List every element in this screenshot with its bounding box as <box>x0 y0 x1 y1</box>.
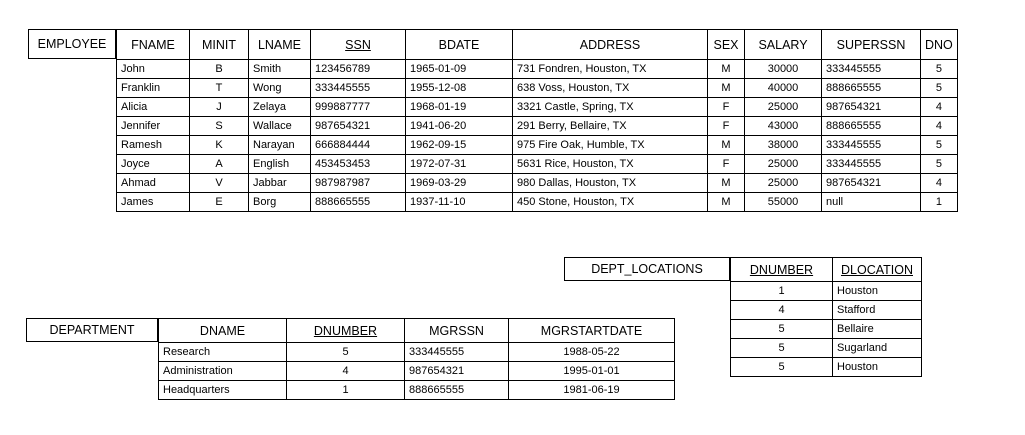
table-cell: 4 <box>921 117 958 136</box>
table-cell: 666884444 <box>311 136 406 155</box>
employee-row <box>117 117 958 136</box>
table-cell: 5 <box>921 60 958 79</box>
table-cell: 987654321 <box>311 117 406 136</box>
employee-col-ssn: SSN <box>311 30 406 60</box>
table-cell: E <box>190 193 249 212</box>
table-cell: 987654321 <box>405 362 509 381</box>
department-col-dnumber: DNUMBER <box>287 319 405 343</box>
table-cell: 5 <box>731 358 833 377</box>
dept-locations-relation-name: DEPT_LOCATIONS <box>564 257 730 281</box>
table-cell: Houston <box>833 358 922 377</box>
table-cell: 888665555 <box>311 193 406 212</box>
dept-locations-header-row <box>731 258 922 282</box>
dept-locations-table <box>730 257 922 377</box>
table-cell: 453453453 <box>311 155 406 174</box>
table-cell: James <box>117 193 190 212</box>
employee-col-dno: DNO <box>921 30 958 60</box>
table-cell: 1972-07-31 <box>406 155 513 174</box>
table-cell: M <box>708 79 745 98</box>
table-cell: 975 Fire Oak, Humble, TX <box>513 136 708 155</box>
table-cell: 1969-03-29 <box>406 174 513 193</box>
table-cell: 4 <box>287 362 405 381</box>
employee-row <box>117 60 958 79</box>
table-cell: 1962-09-15 <box>406 136 513 155</box>
table-cell: J <box>190 98 249 117</box>
table-cell: Wong <box>249 79 311 98</box>
department-col-mgrssn: MGRSSN <box>405 319 509 343</box>
table-cell: 333445555 <box>311 79 406 98</box>
table-cell: Administration <box>159 362 287 381</box>
table-cell: John <box>117 60 190 79</box>
table-cell: 1965-01-09 <box>406 60 513 79</box>
table-cell: 5 <box>921 79 958 98</box>
employee-relation-name: EMPLOYEE <box>28 29 116 59</box>
department-table <box>158 318 675 400</box>
employee-col-fname: FNAME <box>117 30 190 60</box>
employee-row <box>117 174 958 193</box>
table-cell: English <box>249 155 311 174</box>
employee-col-sex: SEX <box>708 30 745 60</box>
table-cell: 5631 Rice, Houston, TX <box>513 155 708 174</box>
employee-col-bdate: BDATE <box>406 30 513 60</box>
employee-row <box>117 136 958 155</box>
table-cell: T <box>190 79 249 98</box>
table-cell: 55000 <box>745 193 822 212</box>
department-body <box>159 343 675 400</box>
table-cell: M <box>708 136 745 155</box>
table-cell: 1 <box>287 381 405 400</box>
table-cell: 333445555 <box>822 155 921 174</box>
table-cell: Ahmad <box>117 174 190 193</box>
dept-locations-col-dlocation: DLOCATION <box>833 258 922 282</box>
table-cell: 333445555 <box>822 136 921 155</box>
table-cell: 987654321 <box>822 98 921 117</box>
department-header-row <box>159 319 675 343</box>
table-cell: 25000 <box>745 98 822 117</box>
employee-row <box>117 193 958 212</box>
department-row <box>159 362 675 381</box>
table-cell: 4 <box>921 174 958 193</box>
table-cell: M <box>708 60 745 79</box>
department-col-dname: DNAME <box>159 319 287 343</box>
employee-header-row <box>117 30 958 60</box>
table-cell: S <box>190 117 249 136</box>
table-cell: 30000 <box>745 60 822 79</box>
table-cell: Bellaire <box>833 320 922 339</box>
table-cell: 987654321 <box>822 174 921 193</box>
table-cell: Joyce <box>117 155 190 174</box>
table-cell: 638 Voss, Houston, TX <box>513 79 708 98</box>
table-cell: 999887777 <box>311 98 406 117</box>
table-cell: Narayan <box>249 136 311 155</box>
table-cell: 25000 <box>745 174 822 193</box>
table-cell: Jabbar <box>249 174 311 193</box>
table-cell: 987987987 <box>311 174 406 193</box>
employee-col-superssn: SUPERSSN <box>822 30 921 60</box>
table-cell: 4 <box>731 301 833 320</box>
table-cell: 980 Dallas, Houston, TX <box>513 174 708 193</box>
table-cell: 731 Fondren, Houston, TX <box>513 60 708 79</box>
table-cell: 5 <box>287 343 405 362</box>
dept-locations-col-dnumber: DNUMBER <box>731 258 833 282</box>
employee-row <box>117 98 958 117</box>
table-cell: Franklin <box>117 79 190 98</box>
table-cell: 888665555 <box>822 117 921 136</box>
department-relation-name: DEPARTMENT <box>26 318 158 342</box>
table-cell: K <box>190 136 249 155</box>
table-cell: 1941-06-20 <box>406 117 513 136</box>
dept-locations-row <box>731 339 922 358</box>
department-row <box>159 381 675 400</box>
table-cell: 888665555 <box>822 79 921 98</box>
table-cell: 888665555 <box>405 381 509 400</box>
table-cell: Ramesh <box>117 136 190 155</box>
table-cell: Research <box>159 343 287 362</box>
table-cell: A <box>190 155 249 174</box>
table-cell: 40000 <box>745 79 822 98</box>
employee-col-lname: LNAME <box>249 30 311 60</box>
table-cell: F <box>708 98 745 117</box>
table-cell: null <box>822 193 921 212</box>
table-cell: 25000 <box>745 155 822 174</box>
table-cell: Zelaya <box>249 98 311 117</box>
table-cell: 5 <box>921 136 958 155</box>
table-cell: Jennifer <box>117 117 190 136</box>
table-cell: 1 <box>921 193 958 212</box>
dept-locations-row <box>731 282 922 301</box>
table-cell: B <box>190 60 249 79</box>
table-cell: Headquarters <box>159 381 287 400</box>
table-cell: F <box>708 117 745 136</box>
table-cell: Alicia <box>117 98 190 117</box>
table-cell: Houston <box>833 282 922 301</box>
table-cell: 450 Stone, Houston, TX <box>513 193 708 212</box>
table-cell: V <box>190 174 249 193</box>
table-cell: F <box>708 155 745 174</box>
employee-col-minit: MINIT <box>190 30 249 60</box>
table-cell: 5 <box>731 339 833 358</box>
table-cell: 3321 Castle, Spring, TX <box>513 98 708 117</box>
table-cell: M <box>708 193 745 212</box>
table-cell: 123456789 <box>311 60 406 79</box>
table-cell: Sugarland <box>833 339 922 358</box>
employee-col-salary: SALARY <box>745 30 822 60</box>
table-cell: 5 <box>921 155 958 174</box>
table-cell: M <box>708 174 745 193</box>
dept-locations-body <box>731 282 922 377</box>
table-cell: Stafford <box>833 301 922 320</box>
table-cell: 333445555 <box>405 343 509 362</box>
table-cell: Borg <box>249 193 311 212</box>
table-cell: 43000 <box>745 117 822 136</box>
table-cell: 291 Berry, Bellaire, TX <box>513 117 708 136</box>
employee-table <box>116 29 958 212</box>
table-cell: 1937-11-10 <box>406 193 513 212</box>
dept-locations-row <box>731 320 922 339</box>
dept-locations-row <box>731 358 922 377</box>
table-cell: 1 <box>731 282 833 301</box>
dept-locations-row <box>731 301 922 320</box>
table-cell: 5 <box>731 320 833 339</box>
table-cell: Smith <box>249 60 311 79</box>
employee-body <box>117 60 958 212</box>
table-cell: 333445555 <box>822 60 921 79</box>
employee-row <box>117 79 958 98</box>
employee-col-address: ADDRESS <box>513 30 708 60</box>
department-col-mgrstartdate: MGRSTARTDATE <box>509 319 675 343</box>
table-cell: 1988-05-22 <box>509 343 675 362</box>
employee-row <box>117 155 958 174</box>
table-cell: 38000 <box>745 136 822 155</box>
table-cell: 1955-12-08 <box>406 79 513 98</box>
table-cell: 4 <box>921 98 958 117</box>
table-cell: Wallace <box>249 117 311 136</box>
table-cell: 1968-01-19 <box>406 98 513 117</box>
table-cell: 1981-06-19 <box>509 381 675 400</box>
table-cell: 1995-01-01 <box>509 362 675 381</box>
department-row <box>159 343 675 362</box>
